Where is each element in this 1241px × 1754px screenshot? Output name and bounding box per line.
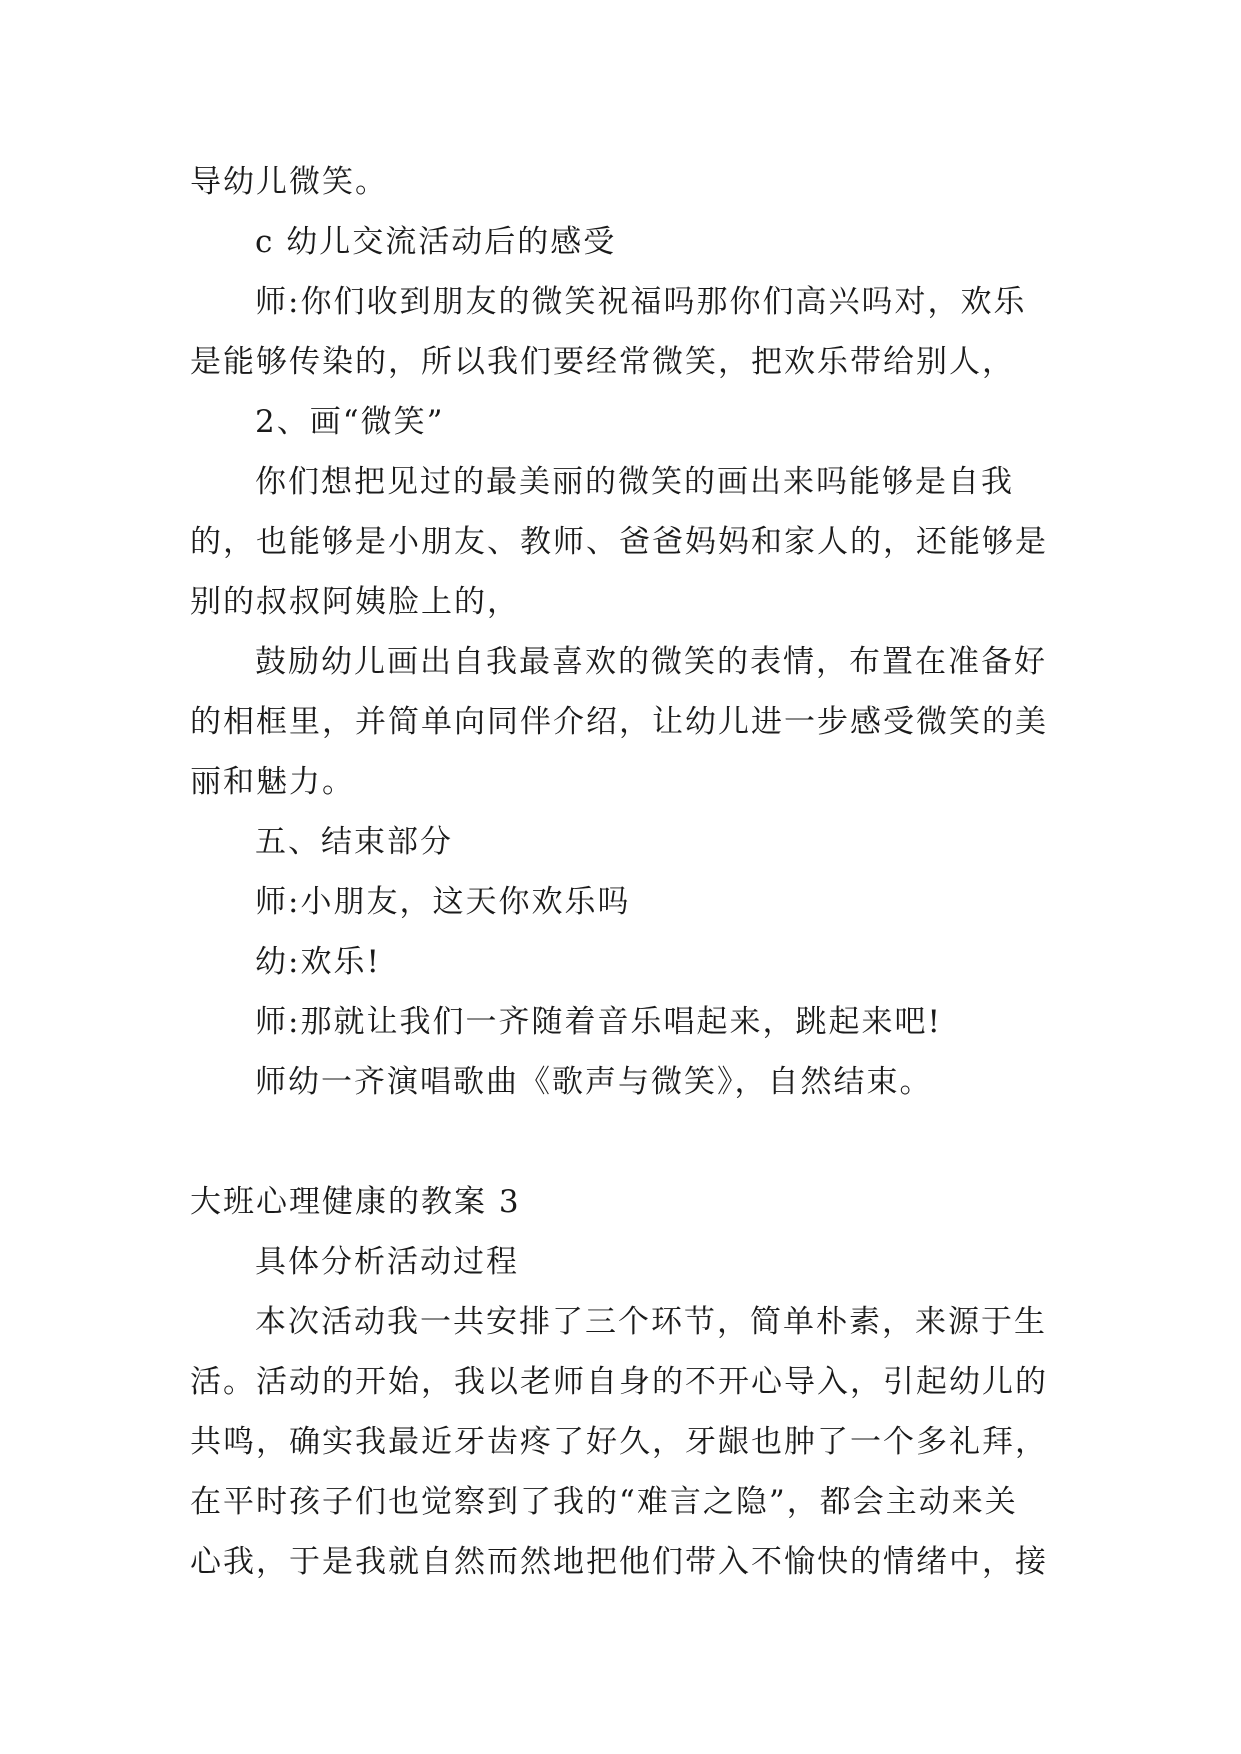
paragraph-line: 的相框里，并简单向同伴介绍，让幼儿进一步感受微笑的美 xyxy=(190,704,1048,740)
paragraph-line: 2、画“微笑” xyxy=(255,404,445,440)
paragraph-line: 丽和魅力。 xyxy=(190,764,355,800)
dialogue-line: 幼:欢乐! xyxy=(255,944,381,980)
paragraph-line: 师:你们收到朋友的微笑祝福吗那你们高兴吗对，欢乐 xyxy=(255,284,1027,320)
paragraph-line: 共鸣，确实我最近牙齿疼了好久，牙龈也肿了一个多礼拜， xyxy=(190,1424,1048,1460)
dialogue-line: 师:那就让我们一齐随着音乐唱起来，跳起来吧! xyxy=(255,1004,942,1040)
paragraph-line: c 幼儿交流活动后的感受 xyxy=(255,224,617,260)
paragraph-line: 是能够传染的，所以我们要经常微笑，把欢乐带给别人， xyxy=(190,344,1015,380)
subheading-line: 具体分析活动过程 xyxy=(255,1244,519,1280)
paragraph-line: 导幼儿微笑。 xyxy=(190,164,388,200)
paragraph-line: 在平时孩子们也觉察到了我的“难言之隐”，都会主动来关 xyxy=(190,1484,1018,1520)
paragraph-line: 活。活动的开始，我以老师自身的不开心导入，引起幼儿的 xyxy=(190,1364,1048,1400)
paragraph-line: 别的叔叔阿姨脸上的， xyxy=(190,584,520,620)
paragraph-line: 心我，于是我就自然而然地把他们带入不愉快的情绪中，接 xyxy=(190,1544,1048,1580)
paragraph-line: 你们想把见过的最美丽的微笑的画出来吗能够是自我 xyxy=(255,464,1014,500)
paragraph-line: 本次活动我一共安排了三个环节，简单朴素，来源于生 xyxy=(255,1304,1047,1340)
paragraph-line: 的，也能够是小朋友、教师、爸爸妈妈和家人的，还能够是 xyxy=(190,524,1048,560)
document-page xyxy=(190,152,1052,1592)
section-heading-line: 五、结束部分 xyxy=(255,824,453,860)
paragraph-line: 鼓励幼儿画出自我最喜欢的微笑的表情，布置在准备好 xyxy=(255,644,1047,680)
section-title: 大班心理健康的教案 3 xyxy=(190,1184,521,1220)
paragraph-line: 师幼一齐演唱歌曲《歌声与微笑》，自然结束。 xyxy=(255,1064,933,1100)
dialogue-line: 师:小朋友，这天你欢乐吗 xyxy=(255,884,631,920)
